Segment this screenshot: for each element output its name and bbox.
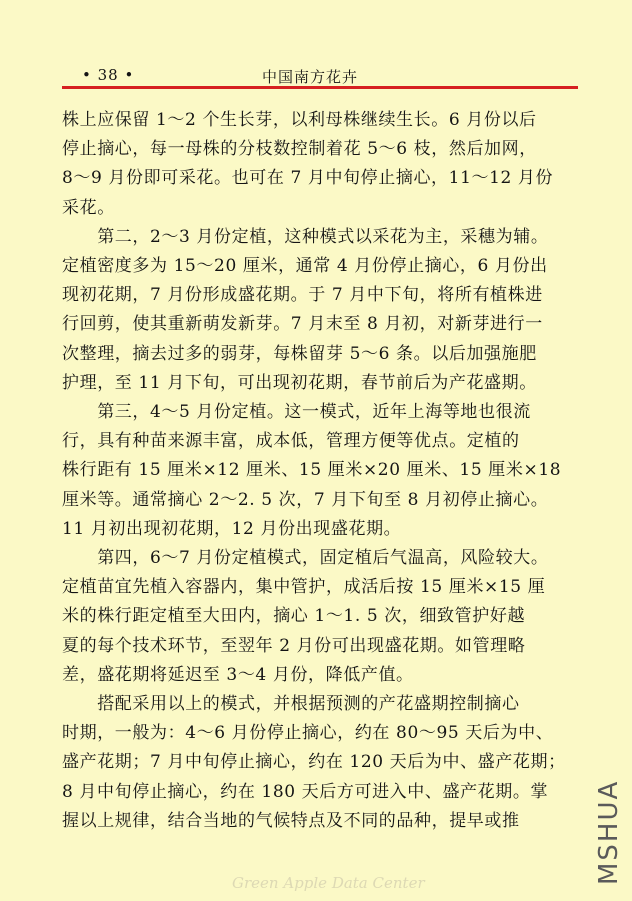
header-rule [62, 86, 578, 89]
text-line: 株上应保留 1～2 个生长芽，以利母株继续生长。6 月份以后 [62, 110, 537, 130]
text-line: 夏的每个技术环节，至翌年 2 月份可出现盛花期。如管理略 [62, 635, 526, 656]
body-text [62, 106, 580, 836]
text-line: 护理，至 11 月下旬，可出现初花期，春节前后为产花盛期。 [62, 372, 537, 393]
text-line: 第三，4～5 月份定植。这一模式，近年上海等地也很流 [62, 402, 531, 423]
watermark: Green Apple Data Center [232, 874, 425, 892]
text-line: 8 月中旬停止摘心，约在 180 天后方可进入中、盛产花期。掌 [62, 781, 549, 802]
text-line: 行，具有种苗来源丰富，成本低，管理方便等优点。定植的 [62, 431, 520, 452]
text-line: 次整理，摘去过多的弱芽，每株留芽 5～6 条。以后加强施肥 [62, 343, 537, 364]
text-line: 时期，一般为：4～6 月份停止摘心，约在 80～95 天后为中、 [62, 723, 554, 744]
text-line: 定植苗宜先植入容器内，集中管护，成活后按 15 厘米×15 厘 [62, 577, 546, 598]
text-line: 行回剪，使其重新萌发新芽。7 月末至 8 月初，对新芽进行一 [62, 314, 543, 335]
text-line: 搭配采用以上的模式，并根据预测的产花盛期控制摘心 [62, 694, 520, 715]
text-line: 差，盛花期将延迟至 3～4 月份，降低产值。 [62, 664, 414, 685]
text-line: 厘米等。通常摘心 2～2. 5 次，7 月下旬至 8 月初停止摘心。 [62, 489, 549, 510]
text-line: 米的株行距定植至大田内，摘心 1～1. 5 次，细致管护好越 [62, 606, 526, 627]
text-line: 第二，2～3 月份定植，这种模式以采花为主，采穗为辅。 [62, 226, 549, 247]
text-line: 盛产花期；7 月中旬停止摘心，约在 120 天后为中、盛产花期； [62, 752, 566, 773]
text-line: 采花。 [62, 197, 115, 218]
text-line: 定植密度多为 15～20 厘米，通常 4 月份停止摘心，6 月份出 [62, 256, 548, 277]
text-line: 11 月初出现初花期，12 月份出现盛花期。 [62, 518, 402, 539]
text-line: 第四，6～7 月份定植模式，固定植后气温高，风险较大。 [62, 548, 549, 569]
text-line: 握以上规律，结合当地的气候特点及不同的品种，提早或推 [62, 810, 520, 831]
page-number: • 38 • [82, 66, 135, 84]
text-line: 株行距有 15 厘米×12 厘米、15 厘米×20 厘米、15 厘米×18 [62, 460, 562, 481]
text-line: 8～9 月份即可采花。也可在 7 月中旬停止摘心，11～12 月份 [62, 168, 554, 189]
side-logo: MSHUA [594, 779, 624, 885]
text-line: 现初花期，7 月份形成盛花期。于 7 月中下旬，将所有植株进 [62, 285, 543, 306]
page-header [62, 66, 578, 88]
running-title: 中国南方花卉 [262, 68, 359, 86]
text-line: 停止摘心，每一母株的分枝数控制着花 5～6 枝，然后加网， [62, 139, 537, 160]
